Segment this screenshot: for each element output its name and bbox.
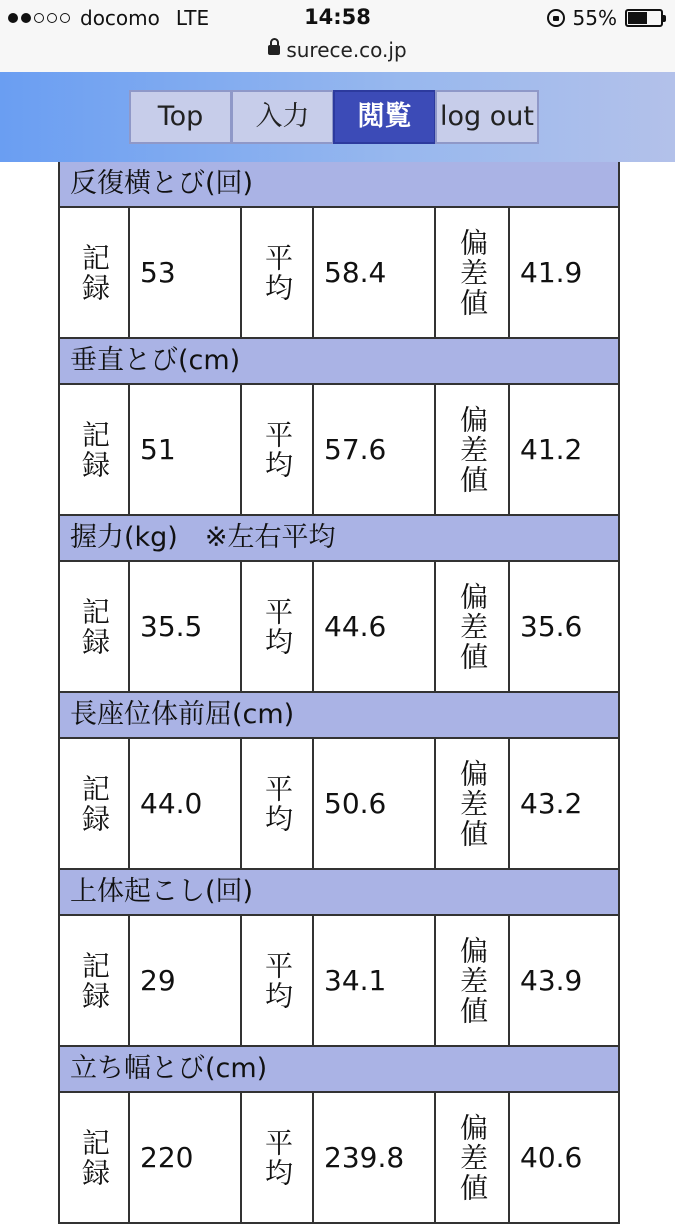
- average-value: 34.1: [314, 916, 436, 1045]
- nav-logout-button[interactable]: log out: [435, 90, 539, 144]
- carrier-name: docomo: [80, 6, 160, 30]
- average-label: 平均: [242, 1093, 314, 1222]
- section-header: [58, 339, 620, 385]
- section-header: [58, 870, 620, 916]
- average-label: 平均: [242, 739, 314, 868]
- record-label: 記録: [60, 385, 130, 514]
- average-value: 50.6: [314, 739, 436, 868]
- record-value: 220: [130, 1093, 242, 1222]
- deviation-value: 41.2: [520, 433, 583, 466]
- average-label: 平均: [242, 385, 314, 514]
- nav-top-button[interactable]: Top: [129, 90, 232, 144]
- section-title: 反復横とび(回): [70, 168, 254, 199]
- battery-info: [547, 6, 663, 30]
- lock-icon: [268, 45, 280, 55]
- deviation-label: 偏差値: [436, 1093, 510, 1222]
- deviation-label: 偏差値: [436, 385, 510, 514]
- nav-input-button[interactable]: 入力: [231, 90, 334, 144]
- status-bar: [0, 0, 675, 38]
- section-header: [58, 516, 620, 562]
- section-row: [58, 739, 620, 870]
- nav-view-button[interactable]: 閲覧: [333, 90, 436, 144]
- section-title: 握力(kg) ※左右平均: [70, 522, 336, 553]
- url-bar[interactable]: [0, 38, 675, 72]
- section-title: 長座位体前屈(cm): [70, 699, 295, 730]
- battery-percent: 55%: [572, 6, 617, 30]
- section-row: [58, 385, 620, 516]
- deviation-value: 41.9: [520, 256, 583, 289]
- record-label: 記録: [60, 562, 130, 691]
- nav-header: [0, 72, 675, 162]
- clock: 14:58: [304, 5, 371, 29]
- deviation-value: 40.6: [520, 1141, 583, 1174]
- average-label: 平均: [242, 916, 314, 1045]
- section-row: [58, 562, 620, 693]
- record-value: 53: [130, 208, 242, 337]
- section-row: [58, 1093, 620, 1224]
- battery-icon: [625, 9, 663, 27]
- record-label: 記録: [60, 916, 130, 1045]
- record-value: 44.0: [130, 739, 242, 868]
- section-row: [58, 208, 620, 339]
- record-label: 記録: [60, 1093, 130, 1222]
- section-title: 立ち幅とび(cm): [70, 1053, 268, 1084]
- average-value: 57.6: [314, 385, 436, 514]
- deviation-value: 43.2: [520, 787, 583, 820]
- record-value: 51: [130, 385, 242, 514]
- record-value: 35.5: [130, 562, 242, 691]
- deviation-label: 偏差値: [436, 562, 510, 691]
- fitness-records-table: [58, 162, 620, 1224]
- record-label: 記録: [60, 208, 130, 337]
- url-text: surece.co.jp: [286, 38, 407, 62]
- deviation-value: 43.9: [520, 964, 583, 997]
- section-row: [58, 916, 620, 1047]
- section-header: [58, 693, 620, 739]
- section-title: 垂直とび(cm): [70, 345, 241, 376]
- average-label: 平均: [242, 208, 314, 337]
- deviation-label: 偏差値: [436, 916, 510, 1045]
- section-header: [58, 162, 620, 208]
- deviation-value: 35.6: [520, 610, 583, 643]
- deviation-label: 偏差値: [436, 208, 510, 337]
- section-title: 上体起こし(回): [70, 876, 254, 907]
- average-value: 44.6: [314, 562, 436, 691]
- average-value: 58.4: [314, 208, 436, 337]
- rotation-lock-icon: [547, 9, 565, 27]
- network-type: LTE: [175, 6, 210, 30]
- section-header: [58, 1047, 620, 1093]
- record-value: 29: [130, 916, 242, 1045]
- deviation-label: 偏差値: [436, 739, 510, 868]
- record-label: 記録: [60, 739, 130, 868]
- average-label: 平均: [242, 562, 314, 691]
- average-value: 239.8: [314, 1093, 436, 1222]
